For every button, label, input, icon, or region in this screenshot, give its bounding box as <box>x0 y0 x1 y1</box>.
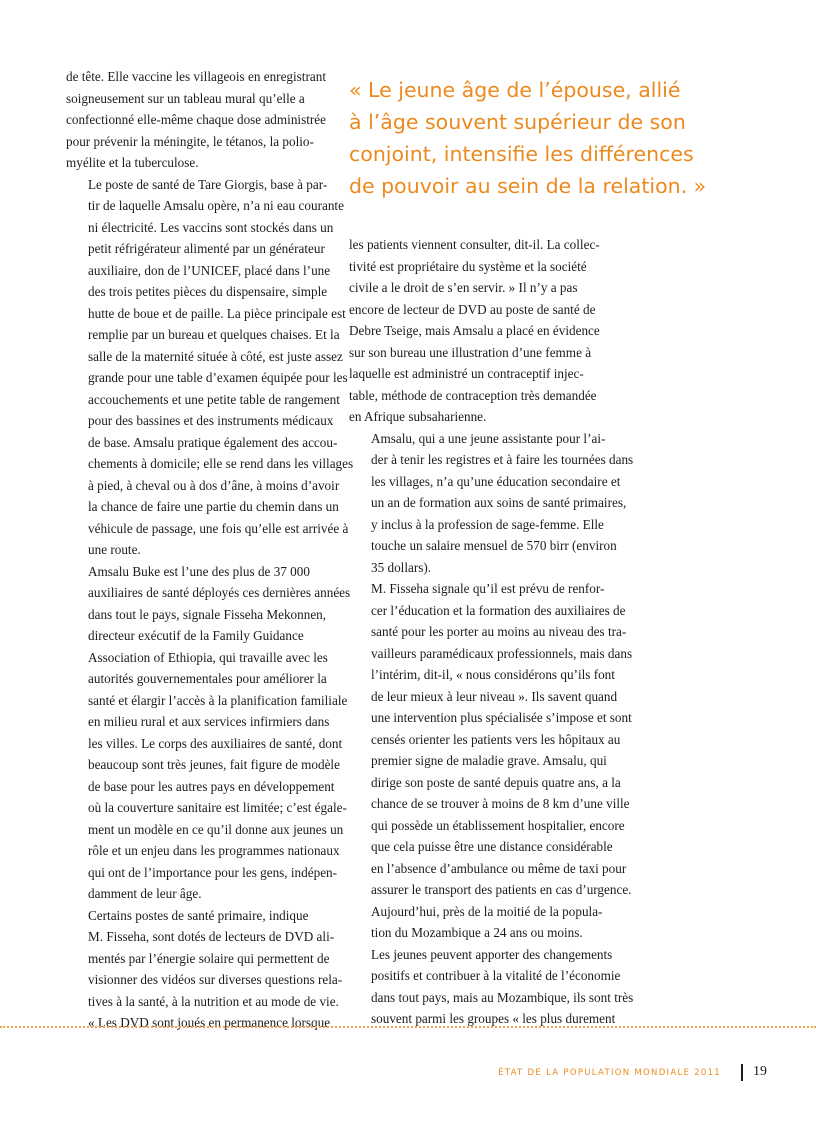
text-line: vailleurs paramédicaux professionnels, mais dans <box>371 645 633 661</box>
text-line: Certains postes de santé primaire, indique <box>88 907 309 923</box>
text-line: y inclus à la profession de sage-femme. Elle <box>371 516 604 532</box>
paragraph <box>349 578 633 901</box>
text-line: visionner des vidéos sur diverses questions rela- <box>88 972 343 987</box>
text-line: civile a le droit de s’en servir. » Il n’y a pas <box>349 280 578 295</box>
text-line: positifs et contribuer à la vitalité de l’économie <box>371 968 621 983</box>
text-line: ni électricité. Les vaccins sont stockés dans un <box>88 219 334 235</box>
text-line: touche un salaire mensuel de 570 birr (environ <box>371 538 617 553</box>
paragraph <box>349 901 616 944</box>
text-line: une route. <box>88 542 141 557</box>
text-line: Association of Ethiopia, qui travaille avec les <box>88 649 328 665</box>
text-line: ment un modèle en ce qu’il donne aux jeunes un <box>88 821 344 837</box>
text-line: Aujourd’hui, près de la moitié de la popula- <box>371 903 603 919</box>
page-number: 19 <box>753 1064 767 1079</box>
text-line: censés orienter les patients vers les hôpitaux au <box>371 731 621 747</box>
text-line: confectionné elle-même chaque dose administrée <box>66 112 326 127</box>
text-line: laquelle est administré un contraceptif injec- <box>349 366 584 381</box>
text-line: Amsalu, qui a une jeune assistante pour l’ai- <box>371 430 606 446</box>
text-line: tion du Mozambique a 24 ans ou moins. <box>371 925 583 940</box>
text-line: une intervention plus spécialisée s’impose et sont <box>371 710 632 725</box>
pull-quote-line: de pouvoir au sein de la relation. » <box>349 174 707 198</box>
text-line: Les jeunes peuvent apporter des changements <box>371 946 613 962</box>
text-line: autorités gouvernementales pour améliorer la <box>88 671 327 686</box>
text-line: directeur exécutif de la Family Guidance <box>88 628 304 643</box>
paragraph <box>66 66 332 174</box>
text-line: mentés par l’énergie solaire qui permettent de <box>88 950 330 966</box>
text-line: accouchements et une petite table de rangement <box>88 391 340 407</box>
text-line: les villes. Le corps des auxiliaires de santé, dont <box>88 735 343 751</box>
text-line: dans tout pays, mais au Mozambique, ils sont très <box>371 989 634 1005</box>
text-line: de base pour les autres pays en développement <box>88 778 335 794</box>
text-line: qui possède un établissement hospitalier, encore <box>371 817 625 833</box>
text-line: premier signe de maladie grave. Amsalu, qui <box>371 753 607 768</box>
right-text-column <box>349 234 634 1030</box>
text-line: myélite et la tuberculose. <box>66 155 199 170</box>
text-line: remplie par un bureau et quelques chaises. Et la <box>88 327 340 342</box>
paragraph <box>349 428 634 579</box>
text-line: qui ont de l’importance pour les gens, indépen- <box>88 864 338 880</box>
text-line: en milieu rural et aux services infirmiers dans <box>88 714 330 729</box>
pull-quote <box>349 74 709 202</box>
text-line: souvent parmi les groupes « les plus durement <box>371 1011 616 1026</box>
text-line: tives à la santé, à la nutrition et au mode de vie. <box>88 993 339 1009</box>
text-line: der à tenir les registres et à faire les tournées dans <box>371 452 634 467</box>
text-line: tivité est propriétaire du système et la société <box>349 258 587 274</box>
text-line: pour prévenir la méningite, le tétanos, la polio- <box>66 133 314 149</box>
text-line: damment de leur âge. <box>88 886 202 901</box>
text-line: soigneusement sur un tableau mural qu’elle a <box>66 90 305 106</box>
text-line: sur son bureau une illustration d’une femme à <box>349 344 592 360</box>
text-line: Debre Tseige, mais Amsalu a placé en évidence <box>349 323 600 338</box>
text-line: où la couverture sanitaire est limitée; c’est égale- <box>88 800 347 815</box>
text-line: que cela puisse être une distance considérable <box>371 839 613 854</box>
text-line: chance de se trouver à moins de 8 km d’une ville <box>371 796 630 811</box>
text-line: l’intérim, dit-il, « nous considérons qu’ils font <box>371 667 615 682</box>
text-line: M. Fisseha signale qu’il est prévu de renfor- <box>371 581 605 596</box>
text-line: tir de laquelle Amsalu opère, n’a ni eau courante <box>88 198 344 213</box>
text-line: santé et élargir l’accès à la planification familiale <box>88 692 348 708</box>
text-line: chements à domicile; elle se rend dans les villages <box>88 456 354 471</box>
pull-quote-line: « Le jeune âge de l’épouse, allié <box>349 78 681 102</box>
publication-title: ÉTAT DE LA POPULATION MONDIALE 2011 <box>498 1068 721 1078</box>
paragraph <box>66 174 354 561</box>
text-line: les patients viennent consulter, dit-il. La collec- <box>349 237 600 252</box>
text-line: auxiliaire, don de l’UNICEF, placé dans l’une <box>88 262 331 278</box>
text-line: salle de la maternité située à côté, est juste assez <box>88 348 343 364</box>
text-line: en Afrique subsaharienne. <box>349 409 487 424</box>
text-line: la chance de faire une partie du chemin dans un <box>88 499 339 514</box>
text-line: auxiliaires de santé déployés ces dernières années <box>88 585 351 600</box>
paragraph <box>349 944 634 1030</box>
text-line: grande pour une table d’examen équipée pour les <box>88 370 348 385</box>
text-line: hutte de boue et de paille. La pièce principale est <box>88 305 346 321</box>
text-line: de base. Amsalu pratique également des accou- <box>88 434 338 450</box>
text-line: à pied, à cheval ou à dos d’âne, à moins d’avoir <box>88 477 340 493</box>
text-line: petit réfrigérateur alimenté par un générateur <box>88 241 325 256</box>
pull-quote-line: conjoint, intensifie les différences <box>349 142 694 166</box>
text-line: rôle et un enjeu dans les programmes nationaux <box>88 843 340 858</box>
text-line: Le poste de santé de Tare Giorgis, base à par- <box>88 176 328 192</box>
text-line: beaucoup sont très jeunes, fait figure de modèle <box>88 757 340 772</box>
text-line: table, méthode de contraception très demandée <box>349 387 597 403</box>
text-line: cer l’éducation et la formation des auxiliaires de <box>371 602 626 618</box>
text-line: 35 dollars). <box>371 559 432 575</box>
text-line: dans tout le pays, signale Fisseha Mekonnen, <box>88 606 327 622</box>
text-line: des trois petites pièces du dispensaire, simple <box>88 284 328 299</box>
text-line: pour des bassines et des instruments médicaux <box>88 413 334 428</box>
text-line: de leur mieux à leur niveau ». Ils savent quand <box>371 688 618 704</box>
paragraph <box>349 234 616 428</box>
text-line: santé pour les porter au moins au niveau des tra- <box>371 624 627 639</box>
paragraph <box>66 561 351 905</box>
footer-separator <box>741 1064 743 1081</box>
text-line: les villages, n’a qu’une éducation secondaire et <box>371 473 621 489</box>
text-line: M. Fisseha, sont dotés de lecteurs de DVD ali- <box>88 929 335 944</box>
text-line: véhicule de passage, une fois qu’elle est arrivée à <box>88 520 349 536</box>
text-line: Amsalu Buke est l’une des plus de 37 000 <box>88 563 310 579</box>
pull-quote-line: à l’âge souvent supérieur de son <box>349 110 686 134</box>
text-line: en l’absence d’ambulance ou même de taxi pour <box>371 860 627 876</box>
text-line: un an de formation aux soins de santé primaires, <box>371 495 627 510</box>
paragraph <box>66 905 343 1034</box>
text-line: assurer le transport des patients en cas d’urgence. <box>371 882 632 897</box>
text-line: « Les DVD sont joués en permanence lorsque <box>88 1015 331 1030</box>
text-line: de tête. Elle vaccine les villageois en enregistrant <box>66 69 326 84</box>
text-line: dirige son poste de santé depuis quatre ans, a la <box>371 774 621 790</box>
text-line: encore de lecteur de DVD au poste de santé de <box>349 301 596 317</box>
footer-divider <box>0 1026 816 1028</box>
left-text-column <box>66 66 354 1034</box>
